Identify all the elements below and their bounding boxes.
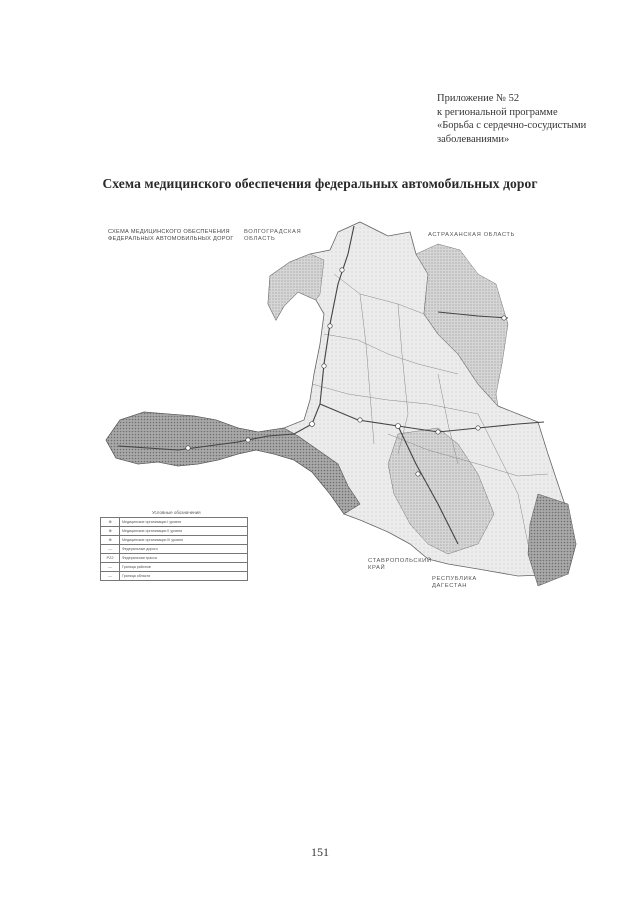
facility-marker [340, 268, 344, 272]
legend-text: Медицинские организации I уровня [120, 518, 248, 527]
legend-row [101, 572, 248, 581]
legend-row [101, 563, 248, 572]
facility-marker [310, 422, 315, 427]
appendix-note [437, 92, 627, 146]
page-number: 151 [311, 845, 329, 859]
legend-heading: Условные обозначения [152, 510, 201, 515]
document-title: Схема медицинского обеспечения федеральных автомобильных дорог [102, 176, 538, 191]
facility-marker [436, 430, 440, 434]
legend-row [101, 536, 248, 545]
legend-row [101, 527, 248, 536]
legend-row [101, 545, 248, 554]
legend-row [101, 554, 248, 563]
appendix-line-3: «Борьба с сердечно-сосудистыми [437, 120, 587, 131]
facility-marker [246, 438, 250, 442]
facility-marker [416, 472, 420, 476]
legend-symbol: ⊕ [101, 536, 120, 545]
legend-text: Граница области [120, 572, 248, 581]
region-label-dagestan-line-1: РЕСПУБЛИКА [432, 576, 477, 582]
region-label-astrakhan: АСТРАХАНСКАЯ ОБЛАСТЬ [428, 232, 515, 238]
region-label-volgograd-line-1: ВОЛГОГРАДСКАЯ [244, 229, 302, 235]
appendix-line-2: к региональной программе [437, 106, 558, 118]
appendix-line-4: заболеваниями» [437, 133, 510, 145]
legend-table [100, 517, 248, 581]
facility-marker [396, 424, 401, 429]
region-label-stavropol-line-1: СТАВРОПОЛЬСКИЙ [368, 558, 432, 564]
legend-text: Граница районов [120, 563, 248, 572]
map-heading-line-2: ФЕДЕРАЛЬНЫХ АВТОМОБИЛЬНЫХ ДОРОГ [108, 236, 234, 242]
legend-symbol: ⊕ [101, 527, 120, 536]
facility-marker [186, 446, 190, 450]
legend-text: Федеральные дороги [120, 545, 248, 554]
legend-symbol: — [101, 563, 120, 572]
map-heading [108, 229, 234, 243]
region-label-dagestan [432, 576, 477, 590]
map-heading-line-1: СХЕМА МЕДИЦИНСКОГО ОБЕСПЕЧЕНИЯ [108, 229, 230, 235]
facility-marker [358, 418, 362, 422]
facility-marker [502, 316, 506, 320]
facility-marker [322, 364, 326, 368]
region-label-stavropol [368, 558, 432, 572]
legend-symbol: — [101, 572, 120, 581]
map-shaded-area-nw [268, 254, 324, 320]
legend-symbol: — [101, 545, 120, 554]
facility-marker [476, 426, 480, 430]
region-label-volgograd-line-2: ОБЛАСТЬ [244, 236, 276, 242]
region-label-stavropol-line-2: КРАЙ [368, 565, 386, 571]
map-legend [100, 510, 248, 588]
region-label-dagestan-line-2: ДАГЕСТАН [432, 583, 467, 589]
legend-text: Медицинские организации II уровня [120, 527, 248, 536]
legend-row [101, 518, 248, 527]
legend-symbol: ⊕ [101, 518, 120, 527]
legend-symbol: Р22 [101, 554, 120, 563]
legend-text: Медицинские организации III уровня [120, 536, 248, 545]
region-label-volgograd [244, 229, 301, 243]
appendix-line-1: Приложение № 52 [437, 93, 520, 104]
facility-marker [328, 324, 332, 328]
legend-text: Федеральная трасса [120, 554, 248, 563]
